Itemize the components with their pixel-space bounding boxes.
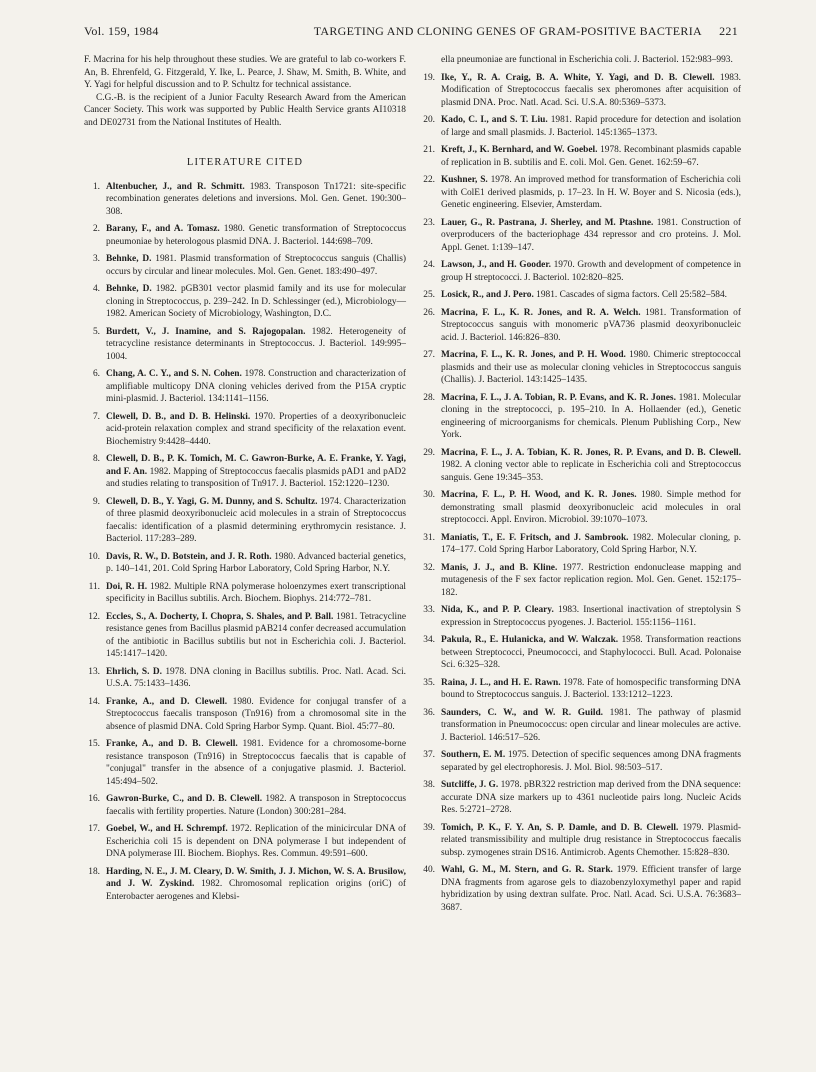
reference-authors: Gawron-Burke, C., and D. B. Clewell. [106,794,263,804]
reference-authors: Clewell, D. B., Y. Yagi, G. M. Dunny, and S. Schultz. [106,496,318,507]
reference-authors: Clewell, D. B., P. K. Tomich, M. C. Gawron-Burke, A. E. Franke, Y. Yagi, and F. An. [106,454,406,477]
reference-number: 23. [423,217,435,228]
reference-text: 1958. Transformation reactions between Streptococci, Pneumococci, and Staphylococci. Bull. Acad. Polonaise Sci. 6:325–328. [441,635,742,670]
reference-authors: Kreft, J., K. Bernhard, and W. Goebel. [441,145,598,155]
reference-authors: Saunders, C. W., and W. R. Guild. [441,707,604,718]
reference-authors: Franke, A., and D. Clewell. [106,696,228,707]
reference-text: 1981. Tetracycline resistance genes from Bacillus plasmid pAB214 confer decreased accumulation of the antibiotic in Bacillus subtilis but not in Escherichia coli. J. Bacteriol. 145:1417–1420. [106,611,406,659]
reference-item [419,749,741,774]
reference-number: 37. [423,750,435,760]
reference-number: 13. [88,666,100,677]
reference-item [84,453,406,491]
reference-text: 1982. Molecular cloning, p. 174–177. Cold Spring Harbor Laboratory, Cold Spring Harbor, N.Y. [441,532,741,555]
reference-text: 1982. Chromosomal replication origins (oriC) of Enterobacter aerogenes and Klebsi- [106,879,407,902]
reference-item [419,604,741,629]
reference-item [419,634,741,672]
reference-number: 29. [423,447,435,458]
reference-authors: Altenbucher, J., and R. Schmitt. [106,181,245,192]
reference-list-right [419,72,741,915]
reference-number: 19. [423,72,435,83]
reference-authors: Tomich, P. K., F. Y. An, S. P. Damle, and D. B. Clewell. [441,822,679,833]
reference-text: 1978. Recombinant plasmids capable of replication in B. subtilis and E. coli. Mol. Gen. Genet. 162:59–67. [441,145,741,168]
reference-item [84,611,406,661]
reference-number: 14. [88,696,100,707]
reference-authors: Davis, R. W., D. Botstein, and J. R. Roth. [106,551,272,562]
reference-authors: Southern, E. M. [441,750,506,760]
reference-text: 1981. The pathway of plasmid transformation in Pneumococcus: open circular and linear molecules are active. J. Bacteriol. 146:517–526. [441,707,741,743]
reference-authors: Kado, C. I., and S. T. Liu. [441,115,548,125]
reference-item [419,822,741,860]
reference-authors: Goebel, W., and H. Schrempf. [106,824,228,834]
reference-number: 33. [423,605,435,615]
reference-authors: Burdett, V., J. Inamine, and S. Rajogopalan. [106,326,306,337]
reference-authors: Macrina, F. L., J. A. Tobian, K. R. Jones, R. P. Evans, and D. B. Clewell. [441,447,741,458]
reference-authors: Macrina, F. L., P. H. Wood, and K. R. Jones. [441,490,637,500]
reference-text: 1981. Construction of overproducers of the bacteriophage 434 repressor and cro proteins. J. Mol. Appl. Genet. 1:139–147. [441,217,741,253]
acknowledgments [84,54,406,129]
reference-text: 1983. Modification of Streptococcus faecalis sex pheromones after acquisition of plasmid DNA. Proc. Natl. Acad. Sci. U.S.A. 80:5369–5373. [441,72,741,108]
reference-number: 18. [88,866,100,877]
reference-text: 1970. Growth and development of competence in group H streptococci. J. Bacteriol. 102:820–825. [441,260,741,283]
reference-text: 1982. Mapping of Streptococcus faecalis plasmids pAD1 and pAD2 and studies relating to transposition of Tn917. J. Bacteriol. 152:1220–1230. [106,466,407,489]
reference-authors: Clewell, D. B., and D. B. Helinski. [106,411,251,422]
reference-item [419,864,741,914]
reference-item [84,866,406,904]
reference-authors: Wahl, G. M., M. Stern, and G. R. Stark. [441,865,613,875]
reference-text: 1982. Heterogeneity of tetracycline resistance determinants in Streptococcus. J. Bacteriol. 149:995–1004. [106,326,407,362]
reference-item [419,707,741,745]
reference-text: 1981. Evidence for a chromosome-borne resistance transposon (Tn916) in Streptococcus faecalis that is capable of "conjugal" transfer in the absence of a conjugative plasmid. J. Bacteriol. 145:494–502. [106,739,406,787]
reference-number: 11. [88,581,100,592]
reference-item [419,489,741,527]
reference-item [419,217,741,255]
reference-authors: Barany, F., and A. Tomasz. [106,224,220,234]
reference-number: 8. [92,454,100,464]
reference-number: 28. [423,392,435,403]
reference-text: 1978. pBR322 restriction map derived from the DNA sequence: accurate DNA size markers up to 4361 nucleotide pairs long. Nucleic Acids Res. 5:2721–2728. [441,780,742,815]
reference-item [419,562,741,600]
reference-item [419,677,741,702]
literature-cited-heading: LITERATURE CITED [186,157,304,168]
reference-text: 1979. Efficient transfer of large DNA fragments from agarose gels to diazobenzyloxymethyl paper and rapid hybridization by using dextran sulfate. Proc. Natl. Acad. Sci. U.S.A. 76:3683–3687. [441,865,741,913]
reference-number: 20. [423,115,435,125]
reference-number: 27. [423,350,435,360]
reference-number: 3. [92,254,100,264]
reference-number: 2. [92,224,100,234]
reference-text: 1977. Restriction endonuclease mapping and mutagenesis of the F sex factor replication region. Mol. Gen. Genet. 152:175–182. [441,562,742,598]
reference-authors: Macrina, F. L., J. A. Tobian, R. P. Evans, and K. R. Jones. [441,392,676,403]
reference-text: 1981. Plasmid transformation of Streptococcus sanguis (Challis) occurs by circular and linear molecules. Mol. Gen. Genet. 183:490–497. [106,254,406,277]
reference-authors: Eccles, S., A. Docherty, I. Chopra, S. Shales, and P. Ball. [106,611,334,622]
reference-text: 1982. pGB301 vector plasmid family and its use for molecular cloning in Streptococcus, p. 239–242. In D. Schlessinger (ed.), Microbiology—1982. American Society of Microbiology, Washington, D.C. [106,284,406,319]
reference-authors: Lawson, J., and H. Gooder. [441,260,551,270]
right-column [419,54,741,919]
reference-authors: Maniatis, T., E. F. Fritsch, and J. Sambrook. [441,532,629,543]
reference-item [419,779,741,817]
reference-number: 10. [88,551,100,562]
reference-number: 40. [423,865,435,875]
reference-number: 30. [423,490,435,500]
reference-item [419,289,741,302]
reference-authors: Chang, A. C. Y., and S. N. Cohen. [106,369,242,379]
reference-item [84,696,406,734]
reference-item [419,307,741,345]
reference-item [419,72,741,110]
reference-text: 1978. Fate of homospecific transforming DNA bound to Streptococcus sanguis. J. Bacteriol. 133:1212–1223. [441,677,742,700]
reference-authors: Raina, J. L., and H. E. Rawn. [441,677,561,688]
reference-item [84,666,406,691]
reference-authors: Ehrlich, S. D. [106,666,162,677]
reference-authors: Lauer, G., R. Pastrana, J. Sherley, and M. Ptashne. [441,217,654,228]
reference-text: 1979. Plasmid-related transmissibility and multiple drug resistance in Streptococcus faecalis subsp. zymogenes strain DS16. Antimicrob. Agents Chemother. 15:828–830. [441,822,742,858]
reference-text: 1980. Simple method for demonstrating small plasmid deoxyribonucleic acid molecules in oral streptococci. Appl. Environ. Microbiol. 39:1070–1073. [441,490,742,525]
page-number: 221 [719,24,738,38]
reference-authors: Sutcliffe, J. G. [441,780,499,790]
reference-authors: Ike, Y., R. A. Craig, B. A. White, Y. Yagi, and D. B. Clewell. [441,72,715,83]
reference-number: 34. [423,635,435,645]
reference-number: 5. [92,326,100,337]
reference-item [419,174,741,212]
reference-text: 1982. A cloning vector able to replicate in Escherichia coli and Streptococcus sanguis. Gene 19:345–353. [441,460,741,483]
reference-item [84,223,406,248]
reference-item [419,447,741,485]
reference-text: 1980. Advanced bacterial genetics, p. 140–141, 201. Cold Spring Harbor Laboratory, Cold Spring Harbor, N.Y. [106,551,407,574]
reference-text: 1980. Genetic transformation of Streptococcus pneumoniae by heterologous plasmid DNA. J. Bacteriol. 144:698–709. [106,224,406,247]
reference-number: 31. [423,532,435,543]
reference-number: 6. [92,369,100,379]
reference-number: 16. [88,794,100,804]
reference-number: 22. [423,175,435,185]
reference-authors: Nida, K., and P. P. Cleary. [441,605,554,615]
reference-number: 39. [423,822,435,833]
reference-item [84,581,406,606]
reference-item [84,823,406,861]
reference-authors: Harding, N. E., J. M. Cleary, D. W. Smith, J. J. Michon, W. S. A. Brusilow, and J. W. Zyskind. [106,866,406,889]
reference-number: 36. [423,707,435,718]
reference-item [419,259,741,284]
reference-number: 38. [423,780,435,790]
reference-item [84,283,406,321]
reference-text: 1975. Detection of specific sequences among DNA fragments separated by gel electrophoresis. J. Mol. Biol. 98:503–517. [441,750,742,773]
reference-number: 4. [92,284,100,294]
reference-number: 17. [88,824,100,834]
reference-authors: Losick, R., and J. Pero. [441,290,534,300]
volume-label: Vol. 159, 1984 [84,24,159,38]
reference-authors: Behnke, D. [106,284,152,294]
reference-item [419,114,741,139]
reference-number: 32. [423,562,435,573]
reference-authors: Franke, A., and D. B. Clewell. [106,739,238,749]
reference-authors: Pakula, R., E. Hulanicka, and W. Walczak. [441,635,619,645]
reference-text: 1982. A transposon in Streptococcus faecalis with fertility properties. Nature (London) 300:281–284. [106,794,406,817]
reference-text: 1982. Multiple RNA polymerase holoenzymes exert transcriptional specificity in Bacillus subtilis. Arch. Biochem. Biophys. 214:772–781. [106,581,407,604]
reference-text: 1980. Evidence for conjugal transfer of a Streptococcus faecalis transposon (Tn916) from a chromosomal site in the absence of plasmid DNA. Cold Spring Harbor Symp. Quant. Biol. 45:77–80. [106,696,406,732]
reference-text: 1980. Chimeric streptococcal plasmids and their use as molecular cloning vehicles in Streptococcus sanguis (Challis). J. Bacteriol. 143:1425–1435. [441,350,741,385]
reference-number: 9. [92,496,100,507]
running-header [84,24,738,42]
reference-text: 1978. DNA cloning in Bacillus subtilis. Proc. Natl. Acad. Sci. U.S.A. 75:1433–1436. [106,666,407,689]
reference-number: 7. [92,411,100,422]
reference-number: 12. [88,611,100,622]
reference-item [419,349,741,387]
reference-item [84,253,406,278]
reference-text: 1983. Insertional inactivation of streptolysin S expression in Streptococcus pyogenes. J. Bacteriol. 155:1156–1161. [441,605,742,628]
reference-authors: Macrina, F. L., K. R. Jones, and P. H. Wood. [441,350,626,360]
ack-paragraph: F. Macrina for his help throughout these studies. We are grateful to lab co-workers F. An, B. Ehrenfeld, G. Fitzgerald, Y. Ike, L. Pearce, J. Shaw, M. Smith, B. White, and Y. Yagi for helpful discussion and to P. Schultz for technical assistance. [84,55,406,90]
reference-item [84,496,406,546]
reference-item [84,181,406,219]
reference-text: 1978. Construction and characterization of amplifiable multicopy DNA cloning vehicles derived from the P15A cryptic mini-plasmid. J. Bacteriol. 134:1141–1156. [106,369,406,404]
reference-text: 1970. Properties of a deoxyribonucleic acid-protein relaxation complex and strand specificity of the relaxation event. Biochemistry 9:4428–4440. [106,411,406,447]
reference-text: 1981. Transformation of Streptococcus sanguis with monomeric pVA736 plasmid deoxyribonucleic acid. J. Bacteriol. 146:826–830. [441,307,741,343]
reference-authors: Manis, J. J., and B. Kline. [441,562,558,573]
reference-text: 1983. Transposon Tn1721: site-specific recombination generates deletions and inversions. Mol. Gen. Genet. 190:300–308. [106,181,406,217]
reference-text: 1981. Rapid procedure for detection and isolation of large and small plasmids. J. Bacteriol. 145:1365–1373. [441,115,741,138]
reference-list-left [84,181,406,904]
reference-number: 26. [423,307,435,318]
reference-item [84,551,406,576]
reference-item [84,368,406,406]
reference-item [419,392,741,442]
reference-item [84,411,406,449]
reference-text: 1974. Characterization of three plasmid deoxyribonucleic acid molecules in a strain of Streptococcus faecalis: identification of a plasmid determining erythromycin resistance. J. Bacteriol. 117:283–289. [106,496,406,544]
reference-number: 15. [88,739,100,749]
reference-text: 1972. Replication of the minicircular DNA of Escherichia coli 15 is dependent on DNA polymerase I but independent of DNA polymerase III. Biochem. Biophys. Res. Commun. 49:591–600. [106,824,406,859]
reference-item [419,144,741,169]
reference-item [84,326,406,364]
reference-text: 1981. Molecular cloning in the streptococci, p. 195–210. In A. Hollaender (ed.), Genetic engineering of microorganisms for chemicals. Plenum Publishing Corp., New York. [441,392,741,440]
reference-text: 1981. Cascades of sigma factors. Cell 25:582–584. [536,290,728,300]
reference-number: 35. [423,677,435,688]
reference-continuation: ella pneumoniae are functional in Escherichia coli. J. Bacteriol. 152:983–993. [441,55,733,65]
reference-authors: Behnke, D. [106,254,152,264]
left-column [84,54,406,908]
ack-paragraph: C.G.-B. is the recipient of a Junior Faculty Research Award from the American Cancer Society. This work was supported by Public Health Service grants AI10318 and DE02731 from the National Institutes of Health. [84,92,406,128]
running-title: TARGETING AND CLONING GENES OF GRAM-POSITIVE BACTERIA [313,24,702,38]
reference-item [84,738,406,788]
reference-number: 25. [423,290,435,300]
reference-number: 24. [423,260,435,270]
reference-authors: Macrina, F. L., K. R. Jones, and R. A. Welch. [441,307,641,318]
reference-item [419,532,741,557]
reference-number: 21. [423,145,435,155]
reference-authors: Kushner, S. [441,175,488,185]
reference-item [84,793,406,818]
reference-number: 1. [92,181,100,192]
reference-text: 1978. An improved method for transformation of Escherichia coli with ColE1 derived plasmids, p. 17–23. In H. W. Boyer and S. Nicosia (eds.), Genetic engineering. Elsevier, Amsterdam. [441,175,741,210]
reference-authors: Doi, R. H. [106,581,148,592]
